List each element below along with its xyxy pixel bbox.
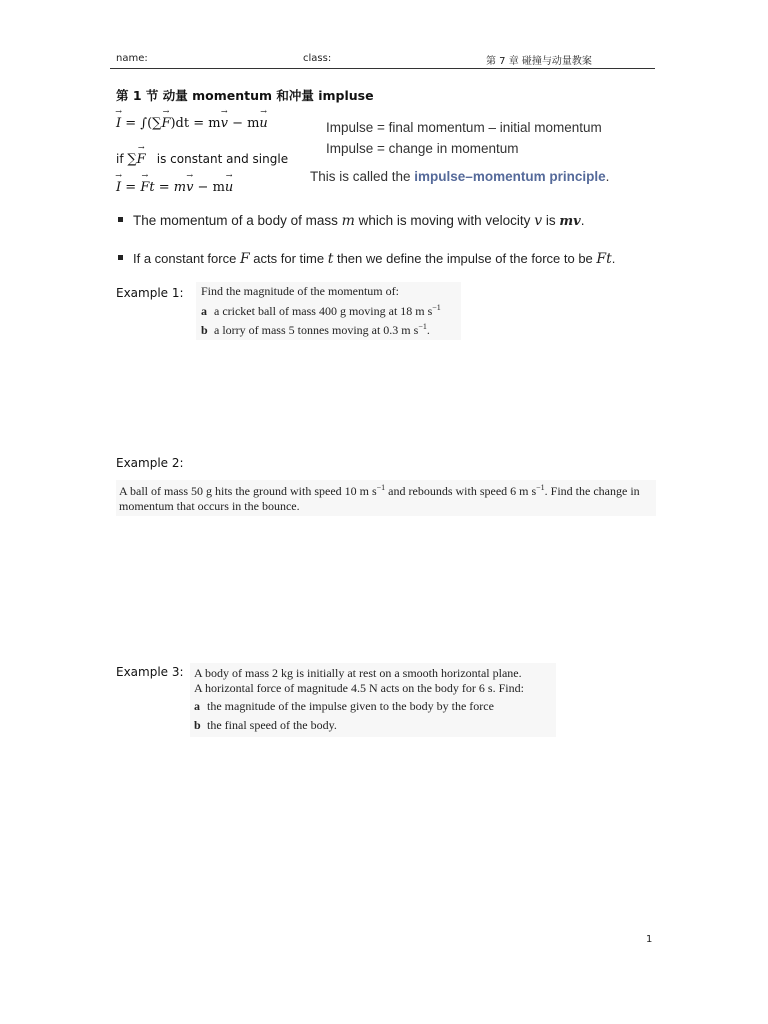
item-letter: a	[194, 699, 200, 713]
impulse-expression: Ft	[596, 251, 612, 267]
chapter-title: 第 7 章 碰撞与动量教案	[486, 56, 592, 67]
bullet-text: The momentum of a body of mass	[133, 213, 342, 228]
example-2-line-1	[119, 483, 640, 499]
example-2-problem	[116, 480, 656, 516]
class-label: class:	[303, 53, 332, 64]
bullet-text: is	[542, 213, 560, 228]
velocity-symbol: v →	[221, 116, 228, 131]
initial-velocity-symbol: u →	[225, 180, 233, 195]
formula-impulse-constant	[116, 180, 233, 195]
header-rule	[110, 68, 655, 69]
formula-part: − m	[193, 180, 225, 195]
example-1-intro: Find the magnitude of the momentum of:	[201, 284, 399, 298]
formula-part: − m	[227, 116, 260, 131]
example-2-label: Example 2:	[116, 456, 184, 470]
section-title: 第 1 节 动量 momentum 和冲量 impluse	[116, 88, 374, 103]
formula-part: = ∫(∑	[121, 116, 162, 131]
impulse-symbol: I →	[116, 180, 121, 195]
item-text: .	[426, 323, 430, 337]
example-3-item-a	[194, 699, 494, 714]
bullet-text: then we define the impulse of the force to be	[333, 251, 597, 266]
example-2-line-2: momentum that occurs in the bounce.	[119, 499, 300, 513]
bullet-text: If a constant force	[133, 251, 240, 266]
formula-part: =	[121, 180, 141, 195]
principle-suffix: .	[605, 169, 610, 184]
example-1-item-a	[201, 303, 441, 319]
problem-superscript: −1	[376, 483, 386, 492]
bullet-text: which is moving with velocity	[354, 213, 535, 228]
bullet-text: .	[580, 213, 585, 228]
initial-velocity-symbol: u →	[259, 116, 267, 131]
impulse-line-2: Impulse = change in momentum	[326, 141, 519, 156]
example-1-label: Example 1:	[116, 286, 184, 300]
item-text: a lorry of mass 5 tonnes moving at 0.3 m s	[214, 323, 419, 337]
principle-emphasis: impulse–momentum principle	[414, 169, 606, 184]
bullet-text: acts for time	[249, 251, 328, 266]
bullet-momentum	[118, 213, 584, 229]
example-3-line-2: A horizontal force of magnitude 4.5 N acts on the body for 6 s. Find:	[194, 681, 524, 695]
condition-if: if	[116, 152, 128, 166]
example-3-problem	[190, 663, 556, 737]
page-number: 1	[646, 934, 653, 945]
example-1-problem	[196, 282, 461, 340]
example-3-line-1: A body of mass 2 kg is initially at rest on a smooth horizontal plane.	[194, 666, 522, 680]
problem-text: . Find the change in	[544, 484, 640, 498]
sum-symbol: ∑	[127, 152, 137, 167]
item-letter: b	[201, 323, 208, 337]
formula-impulse-integral	[116, 116, 268, 131]
example-3-label: Example 3:	[116, 665, 184, 679]
example-3-item-b	[194, 718, 337, 733]
item-text: the final speed of the body.	[207, 718, 337, 732]
condition-line	[116, 148, 288, 167]
example-1-item-b	[201, 322, 430, 338]
problem-text: A ball of mass 50 g hits the ground with speed 10 m s	[119, 484, 377, 498]
impulse-definition-box	[310, 112, 620, 192]
velocity-symbol: v →	[186, 180, 193, 195]
item-text: a cricket ball of mass 400 g moving at 18 m s	[214, 304, 433, 318]
formula-part: )dt = m	[170, 116, 221, 131]
bullet-square-icon	[118, 255, 123, 260]
force-symbol: F	[239, 251, 250, 267]
force-symbol: F →	[161, 116, 170, 131]
bullet-square-icon	[118, 217, 123, 222]
item-letter: a	[201, 304, 207, 318]
item-superscript: −1	[418, 322, 427, 331]
force-symbol: F →	[137, 152, 146, 167]
item-text: the magnitude of the impulse given to the body by the force	[207, 699, 494, 713]
item-letter: b	[194, 718, 201, 732]
bullet-text: .	[611, 251, 616, 266]
force-symbol: F →	[140, 180, 149, 195]
condition-text: is constant and single	[156, 152, 289, 166]
impulse-symbol: I →	[116, 116, 121, 131]
impulse-principle-line	[310, 169, 609, 184]
bullet-impulse	[118, 251, 615, 267]
impulse-line-1: Impulse = final momentum – initial momentum	[326, 120, 602, 135]
problem-text: and rebounds with speed 6 m s	[385, 484, 537, 498]
problem-superscript: −1	[536, 483, 545, 492]
formula-part: t = m	[149, 180, 187, 195]
momentum-expression: mv	[559, 214, 581, 229]
name-label: name:	[116, 53, 148, 64]
item-superscript: −1	[432, 303, 441, 312]
principle-prefix: This is called the	[310, 169, 415, 184]
mass-symbol: m	[341, 213, 355, 229]
velocity-symbol: v	[534, 213, 543, 229]
time-symbol: t	[327, 251, 334, 267]
